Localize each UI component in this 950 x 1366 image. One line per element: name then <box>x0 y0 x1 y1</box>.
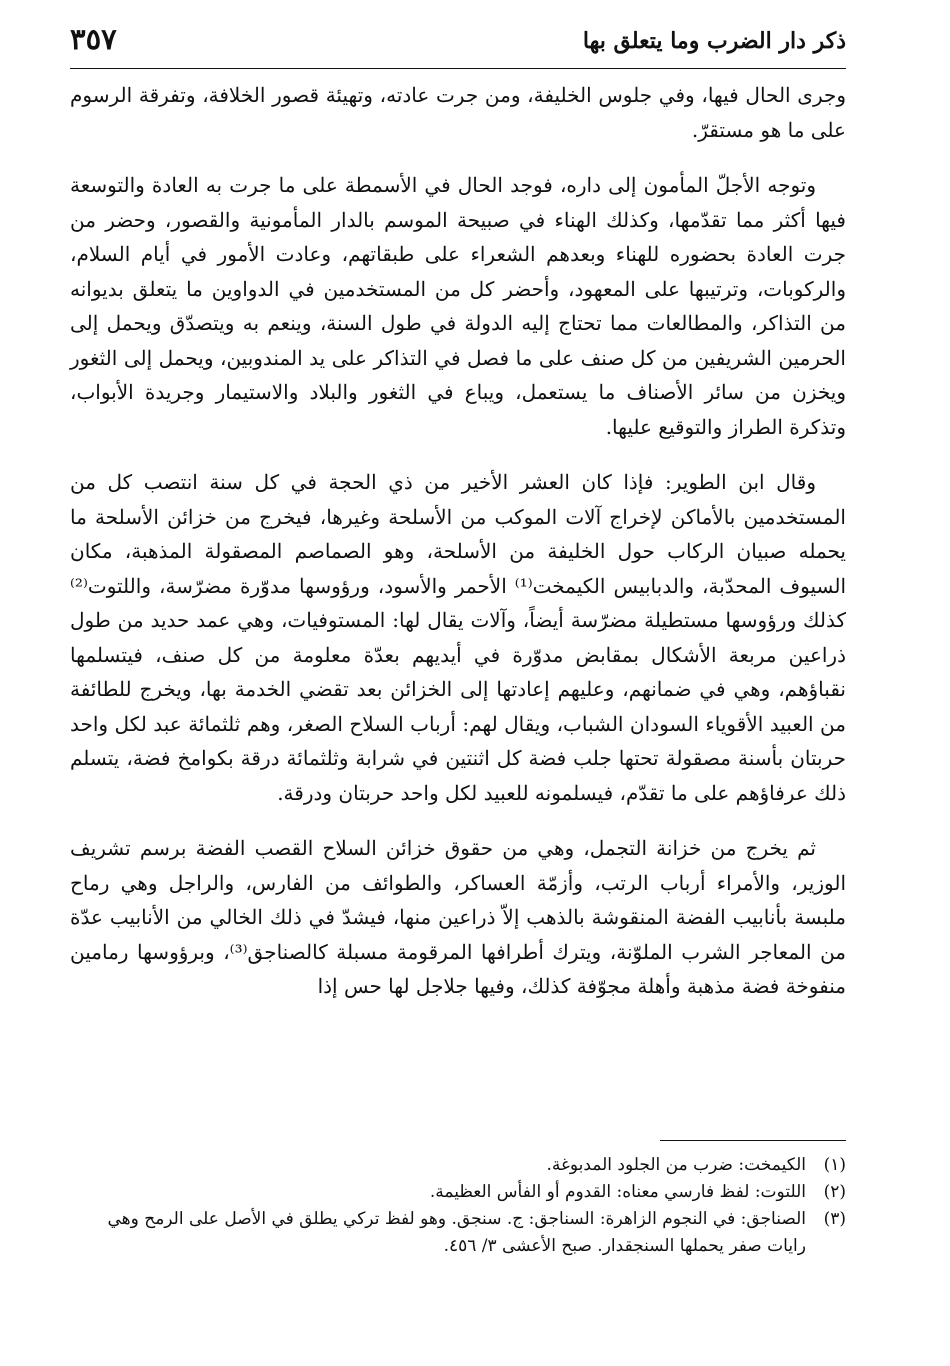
footnote-text: اللتوت: لفظ فارسي معناه: القدوم أو الفأس العظيمة. <box>429 1182 806 1202</box>
paragraph: ثم يخرج من خزانة التجمل، وهي من حقوق خزائن السلاح القصب الفضة برسم تشريف الوزير، والأمراء أرباب الرتب، وأزمّة العساكر، والطوائف من الفارس، والراجل وهي رماح ملبسة بأنابيب الفضة المنقوشة بالذهب إلاّ ذراعين منها، فيشدّ في ذلك الخالي من الأنابيب عدّة من المعاجر الشرب الملوّنة، ويترك أطرافها المرقومة مسبلة كالصناجق⁽³⁾، وبرؤوسها رمامين منفوخة فضة مذهبة وأهلة مجوّفة كذلك، وفيها جلاجل لها حس إذا <box>70 836 847 998</box>
page-header <box>70 22 846 62</box>
footnote-number: (١) <box>823 1155 846 1175</box>
footnotes <box>70 1152 846 1260</box>
footnote-rule <box>660 1140 846 1141</box>
header-rule <box>70 68 846 69</box>
running-title: ذكر دار الضرب وما يتعلق بها <box>582 28 846 54</box>
footnote <box>70 1152 846 1179</box>
footnote <box>70 1179 846 1206</box>
footnote-text: الكيمخت: ضرب من الجلود المدبوغة. <box>546 1155 806 1175</box>
footnote <box>70 1206 846 1260</box>
footnote-number: (٢) <box>823 1182 846 1202</box>
footnote-text: الصناجق: في النجوم الزاهرة: السناجق: ج. سنجق. وهو لفظ تركي يطلق في الأصل على الرمح وهي رايات صفر يحملها السنجقدار. صبح الأعشى ٣/ ٤٥٦. <box>107 1209 806 1256</box>
paragraph: وتوجه الأجلّ المأمون إلى داره، فوجد الحال في الأسمطة على ما جرت به العادة والتوسعة فيها أكثر مما تقدّمها، وكذلك الهناء في صبيحة الموسم بالدار المأمونية والقصور، وحضر من جرت العادة بحضوره للهناء وبعدهم الشعراء على طبقاتهم، وعادت الأمور في أيام السلام، والركوبات، وترتيبها على المعهود، وأحضر كل من المستخدمين في الدواوين ما يتعلق بديوانه من التذاكر، والمطالعات مما تحتاج إليه الدولة في طول السنة، وينعم به ويتصدّق ويحمل إلى الحرمين الشريفين من كل صنف على ما فصل في التذاكر على يد المندوبين، ويحمل إلى الثغور ويخزن من سائر الأصناف ما يستعمل، ويباع في الثغور والبلاد والاستيمار وجريدة الأبواب، وتذكرة الطراز والتوقيع عليها. <box>70 173 846 439</box>
main-text <box>70 78 846 1025</box>
paragraph: وقال ابن الطوير: فإذا كان العشر الأخير من ذي الحجة في كل سنة انتصب كل من المستخدمين بالأماكن لإخراج آلات الموكب من الأسلحة وغيرها، فيخرج من خزائن الأسلحة ما يحمله صبيان الركاب حول الخليفة من الأسلحة، وهو الصماصم المصقولة المذهبة، مكان السيوف المحدّبة، والدبابيس الكيمخت⁽¹⁾ الأحمر والأسود، ورؤوسها مدوّرة مضرّسة، واللتوت⁽²⁾ كذلك ورؤوسها مستطيلة مضرّسة أيضاً، وآلات يقال لها: المستوفيات، وهي عمد حديد من طول ذراعين مربعة الأشكال بمقابض مدوّرة في أيديهم بعدّة معلومة من كل صنف، فيتسلمها نقباؤهم، وهي في ضمانهم، وعليهم إعادتها إلى الخزائن بعد تقضي الخدمة بها، ويخرج للطائفة من العبيد الأقوياء السودان الشباب، ويقال لهم: أرباب السلاح الصغر، وهم ثلثمائة عبد لكل واحد حربتان بأسنة مصقولة تحتها جلب فضة كل اثنتين في شرابة وثلثمائة درقة بكوامخ فضة، يتسلم ذلك عرفاؤهم على ما تقدّم، فيسلمونه للعبيد لكل واحد حربتان ودرقة. <box>70 470 846 805</box>
paragraph: وجرى الحال فيها، وفي جلوس الخليفة، ومن جرت عادته، وتهيئة قصور الخلافة، وتفرقة الرسوم على ما هو مستقرّ. <box>70 83 847 142</box>
page-number: ٣٥٧ <box>70 22 117 56</box>
footnote-number: (٣) <box>823 1209 846 1229</box>
